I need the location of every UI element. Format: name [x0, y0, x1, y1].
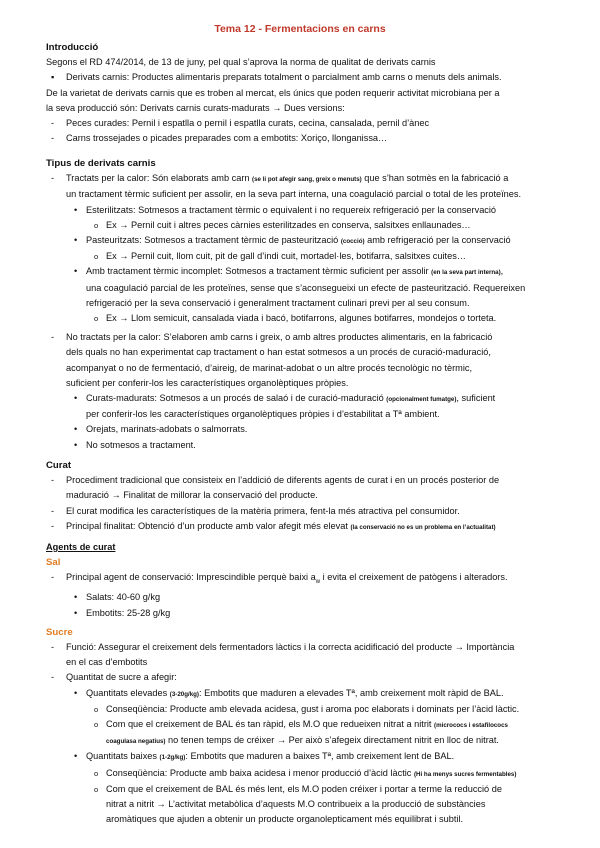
- list-item: • Embotits: 25-28 g/kg: [74, 607, 171, 618]
- list-item: o Ex → Pernil cuit i altres peces càrnies esterilitzades en conserva, salsitxes enllaunades…: [94, 219, 471, 230]
- subsection-heading-sal: Sal: [46, 557, 61, 569]
- paragraph: la seva producció són: Derivats carnis curats-madurats → Dues versions:: [46, 102, 345, 113]
- section-tipus: [46, 156, 562, 453]
- list-item: • Orejats, marinats-adobats o salmorrats.: [74, 424, 248, 435]
- list-item: • Pasteuritzats: Sotmesos a tractament tèrmic de pasteurització (cocció) amb refrigeració per la conservació: [74, 235, 511, 246]
- list-item: • Quantitats elevades (3-20g/kg): Embotits que maduren a elevades Tª, amb creixement molt ràpid de BAL.: [74, 687, 504, 698]
- subsection-heading-sucre: Sucre: [46, 626, 73, 638]
- paragraph: De la varietat de derivats carnis que es troben al mercat, els únics que poden requerir activitat microbiana per a: [46, 87, 500, 98]
- list-item: • Esterilitzats: Sotmesos a tractament tèrmic o equivalent i no requereix refrigeració per la conservació: [74, 204, 497, 215]
- list-item: • Salats: 40-60 g/kg: [74, 592, 161, 603]
- section-introduccio: [46, 40, 562, 146]
- section-heading: Agents de curat: [46, 542, 116, 552]
- list-item: - Procediment tradicional que consisteix en l’addició de diferents agents de curat i en un procés posterior de maduració → Finalitat de millorar la conservació del producte.: [51, 475, 500, 501]
- list-item: o Conseqüència: Producte amb baixa acidesa i menor producció d’àcid làctic (Hi ha menys sucres fermentables): [94, 767, 517, 778]
- list-item: • No sotmesos a tractament.: [74, 439, 196, 450]
- section-heading: Tipus de derivats carnis: [46, 158, 156, 169]
- list-item: • Quantitats baixes (1-2g/kg): Embotits que maduren a baixes Tª, amb creixement lent de BAL.: [74, 751, 455, 762]
- list-item: - Principal finalitat: Obtenció d’un producte amb valor afegit més elevat (la conservació no es un problema en l’actualitat): [51, 520, 496, 531]
- list-item: o Ex → Llom semicuit, cansalada viada i bacó, botifarrons, algunes botifarres, mondejos o torteta.: [94, 313, 497, 324]
- section-heading: Curat: [46, 460, 72, 471]
- list-item: - El curat modifica les característiques de la matèria primera, fent-la més atractiva pel consumidor.: [51, 505, 460, 516]
- list-item: o Com que el creixement de BAL és més lent, els M.O poden créixer i portar a terme la reducció de nitrat a nitrit → L’activitat metabòlica d’aquests M.O contribueix a la producció de substàncies aromàtiques que ajuden a obtenir un producte organolepticament més equilibrat i subtil.: [94, 783, 502, 825]
- section-agents: [46, 540, 562, 827]
- list-item: o Com que el creixement de BAL és tan ràpid, els M.O que redueixen nitrat a nitrit (micrococs i estafilococs coagulasa negatius) no tenen temps de créixer → Per això s’afegeix directament nitrit en lloc de nitrat.: [94, 719, 508, 746]
- list-item: ▪ Derivats carnis: Productes alimentaris preparats totalment o parcialment amb carns o menuts dels animals.: [51, 72, 502, 83]
- section-curat: [46, 458, 562, 535]
- paragraph: Segons el RD 474/2014, de 13 de juny, pel qual s’aprova la norma de qualitat de derivats carnis: [46, 57, 436, 68]
- list-item: o Ex → Pernil cuit, llom cuit, pit de gall d’indi cuit, mortadel·les, botifarra, salsitxes cuites…: [94, 251, 466, 262]
- list-item: • Curats-madurats: Sotmesos a un procés de salaó i de curació-maduració (opcionalment fumatge), suficient per conferir-los les característiques organolèptiques pròpies i d’estabilitat a Tª ambient.: [74, 393, 496, 420]
- list-item: - No tractats per la calor: S’elaboren amb carns i greix, o amb altres productes alimentaris, en la fabricació dels quals no han experimentat cap tractament o han estat sotmesos a un procés de curació-maduració, acompanyat o no de fermentació, d’aireig, de marinat-adobat o un altre procés tecnològic no tèrmic, suficient per conferir-los les característiques organolèptiques pròpies.: [51, 332, 493, 388]
- list-item: - Funció: Assegurar el creixement dels fermentadors làctics i la correcta acidificació del producte → Importància en el cas d’embotits: [51, 642, 515, 668]
- list-item: - Quantitat de sucre a afegir:: [51, 672, 177, 683]
- list-item: - Carns trossejades o picades preparades com a embotits: Xoriço, llonganissa…: [51, 133, 388, 144]
- list-item: - Tractats per la calor: Són elaborats amb carn (se li pot afegir sang, greix o menuts) que s’han sotmès en la fabricació a un tractament tèrmic suficient per assolir, en la seva part interna, una coagulació parcial o total de les proteïnes.: [51, 173, 522, 200]
- page-title: Tema 12 - Fermentacions en carns: [214, 23, 386, 35]
- list-item: - Peces curades: Pernil i espatlla o pernil i espatlla curats, cecina, cansalada, pernil d’ànec: [51, 118, 430, 129]
- list-item: • Amb tractament tèrmic incomplet: Sotmesos a tractament tèrmic suficient per assolir (en la seva part interna), una coagulació parcial de les proteïnes, sense que s’aconsegueixi un efecte de pasteurització. Requereixen refrigeració per la seva conservació i generalment tractament culinari previ per al seu consum.: [74, 266, 526, 308]
- list-item: - Principal agent de conservació: Imprescindible perquè baixi $a_w$ i evita el creixement de patògens i alteradors.: [51, 572, 508, 586]
- list-item: o Conseqüència: Producte amb elevada acidesa, gust i aroma poc elaborats i dominats per l’àcid làctic.: [94, 703, 520, 714]
- section-heading: Introducció: [46, 42, 99, 53]
